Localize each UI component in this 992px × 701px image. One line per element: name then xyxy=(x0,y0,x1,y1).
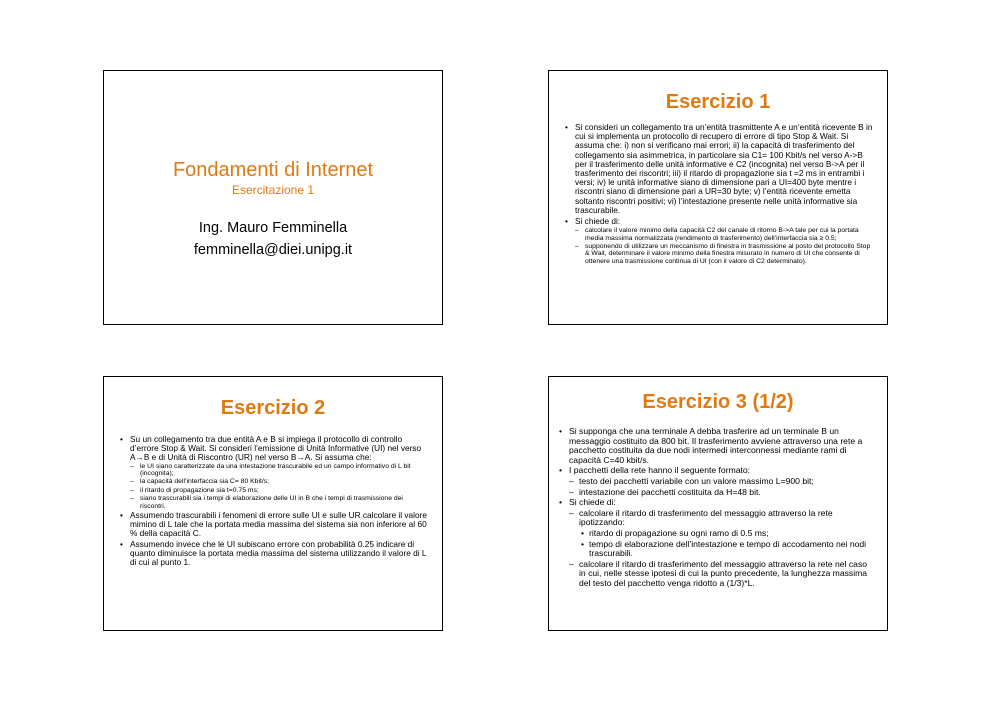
sub-bullet: – la capacità dell’interfaccia sia C= 80 Kbit/s; xyxy=(130,478,428,485)
presentation-subtitle: Esercitazione 1 xyxy=(231,183,315,197)
slide-title: Esercizio 2 xyxy=(220,397,326,419)
sub-bullet: – siano trascurabili sia i tempi di elaborazione delle UI in B che i tempi di trasmissione dei riscontri. xyxy=(130,495,428,510)
sub-sub-bullet: • tempo di elaborazione dell’intestazione e tempo di accodamento nei nodi trascurabili. xyxy=(581,540,875,559)
sub-bullet: – supponendo di utilizzare un meccanismo di finestra in trasmissione al posto del protocollo Stop & Wait, determinare il valore minimo della finestra misurato in numero di UI che consente di ottenere una trasmissione continua di UI (con il valore di C2 determinato). xyxy=(575,243,873,265)
bullet: • Si chiede di: xyxy=(565,217,873,226)
sub-bullet: – testo dei pacchetti variabile con un valore massimo L=900 bit; xyxy=(569,477,875,487)
bullet: • Si chiede di: xyxy=(559,498,875,508)
sub-bullet: – il ritardo di propagazione sia t=0.75 ms; xyxy=(130,487,428,494)
sub-sub-bullet: • ritardo di propagazione su ogni ramo di 0.5 ms; xyxy=(581,529,875,539)
sub-bullet: – calcolare il ritardo di trasferimento del messaggio attraverso la rete nel caso in cui, nelle stesse ipotesi di cui la punto precedente, la lunghezza massima del testo del pacchetto venga ridotto a (1/3)*L. xyxy=(569,560,875,589)
sub-bullet: – intestazione dei pacchetti costituita da H=48 bit. xyxy=(569,488,875,498)
slide-esercizio-3 xyxy=(548,376,888,631)
slide-title: Esercizio 1 xyxy=(665,91,771,113)
bullet: • Su un collegamento tra due entità A e B si impiega il protocollo di controllo d’errore Stop & Wait. Si consideri l’emissione di Unità Informative (UI) nel verso A→B e di Unità di Riscontro (UR) nel verso B→A. Si assuma che: xyxy=(120,435,428,463)
slide-title: Esercizio 3 (1/2) xyxy=(642,391,794,413)
author-email: femminella@diei.unipg.it xyxy=(193,242,353,258)
sub-bullet: – le UI siano caratterizzate da una intestazione trascurabile ed un campo informativo di L bit (incognita); xyxy=(130,463,428,478)
bullet: • Assumendo invece che le UI subiscano errore con probabilità 0.25 indicare di quanto diminuisce la portata media massima del sistema utilizzando il valore di L di cui al punto 1. xyxy=(120,540,428,568)
bullet: • I pacchetti della rete hanno il seguente formato: xyxy=(559,466,875,476)
slide-body xyxy=(559,427,875,589)
author-block xyxy=(104,217,442,261)
slide-esercizio-2 xyxy=(103,376,443,631)
presentation-title: Fondamenti di Internet xyxy=(172,159,374,181)
sub-bullet: – calcolare il ritardo di trasferimento del messaggio attraverso la rete ipotizzando: xyxy=(569,509,875,528)
sub-bullet: – calcolare il valore minimo della capacità C2 del canale di ritorno B->A tale per cui la portata media massima normalizzata (rendimento di trasferimento) dell’interfaccia sia ≥ 0.5; xyxy=(575,227,873,242)
author-name: Ing. Mauro Femminella xyxy=(198,220,348,236)
bullet: • Assumendo trascurabili i fenomeni di errore sulle UI e sulle UR calcolare il valore mimino di L tale che la portata media massima del sistema sia non inferiore al 60 % della capacità C. xyxy=(120,511,428,539)
bullet: • Si consideri un collegamento tra un’entità trasmittente A e un’entità ricevente B in cui si implementa un protocollo di recupero di errore di tipo Stop & Wait. Si assuma che: i) non si verificano mai errori; ii) la capacità di trasferimento del collegamento sia asimmetrica, in particolare sia C1= 100 Kbit/s nel verso A->B per il trasferimento delle unità informative e C2 (incognita) nel verso B->A per il trasferimento dei riscontri; iii) il ritardo di propagazione sia t =2 ms in entrambi i versi; iv) le unità informative siano di dimensione pari a UI=400 byte mentre i riscontri siano di dimensione pari a UR=30 byte; v) l’entità ricevente emetta soltanto riscontri positivi; vi) l’intestazione presente nelle unità informative sia trascurabile. xyxy=(565,123,873,215)
bullet: • Si supponga che una terminale A debba trasferire ad un terminale B un messaggio costituito da 800 bit. Il trasferimento avviene attraverso una rete a pacchetto costituita da due nodi intermedi interconnessi mediante rami di capacità C=40 kbit/s. xyxy=(559,427,875,465)
slide-body xyxy=(565,123,873,265)
slide-body xyxy=(120,435,428,567)
slide-esercizio-1 xyxy=(548,70,888,325)
slide-title xyxy=(103,70,443,325)
